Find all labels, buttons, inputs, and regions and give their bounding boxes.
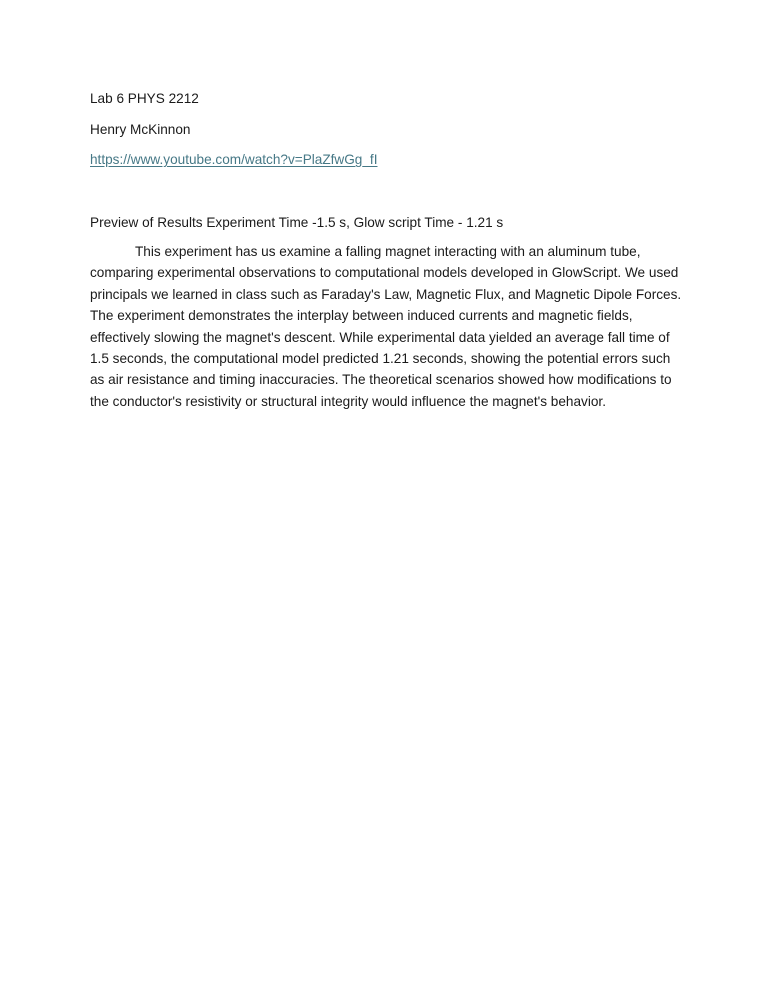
body-paragraph: This experiment has us examine a falling magnet interacting with an aluminum tube, comparing experimental observations to computational models developed in GlowScript. We used principals we learned in class such as Faraday's Law, Magnetic Flux, and Magnetic Dipole Forces. The experiment demonstrates the interplay between induced currents and magnetic fields, effectively slowing the magnet's descent. While experimental data yielded an average fall time of 1.5 seconds, the computational model predicted 1.21 seconds, showing the potential errors such as air resistance and timing inaccuracies. The theoretical scenarios showed how modifications to the conductor's resistivity or structural integrity would influence the magnet's behavior.: [90, 244, 682, 409]
results-preview: Preview of Results Experiment Time -1.5 s, Glow script Time - 1.21 s: [90, 215, 504, 230]
document-content: [90, 88, 682, 412]
link-line: [90, 149, 682, 170]
document-title: Lab 6 PHYS 2212: [90, 91, 199, 106]
youtube-link[interactable]: https://www.youtube.com/watch?v=PlaZfwGg_fI: [90, 152, 378, 167]
author-name: Henry McKinnon: [90, 122, 191, 137]
